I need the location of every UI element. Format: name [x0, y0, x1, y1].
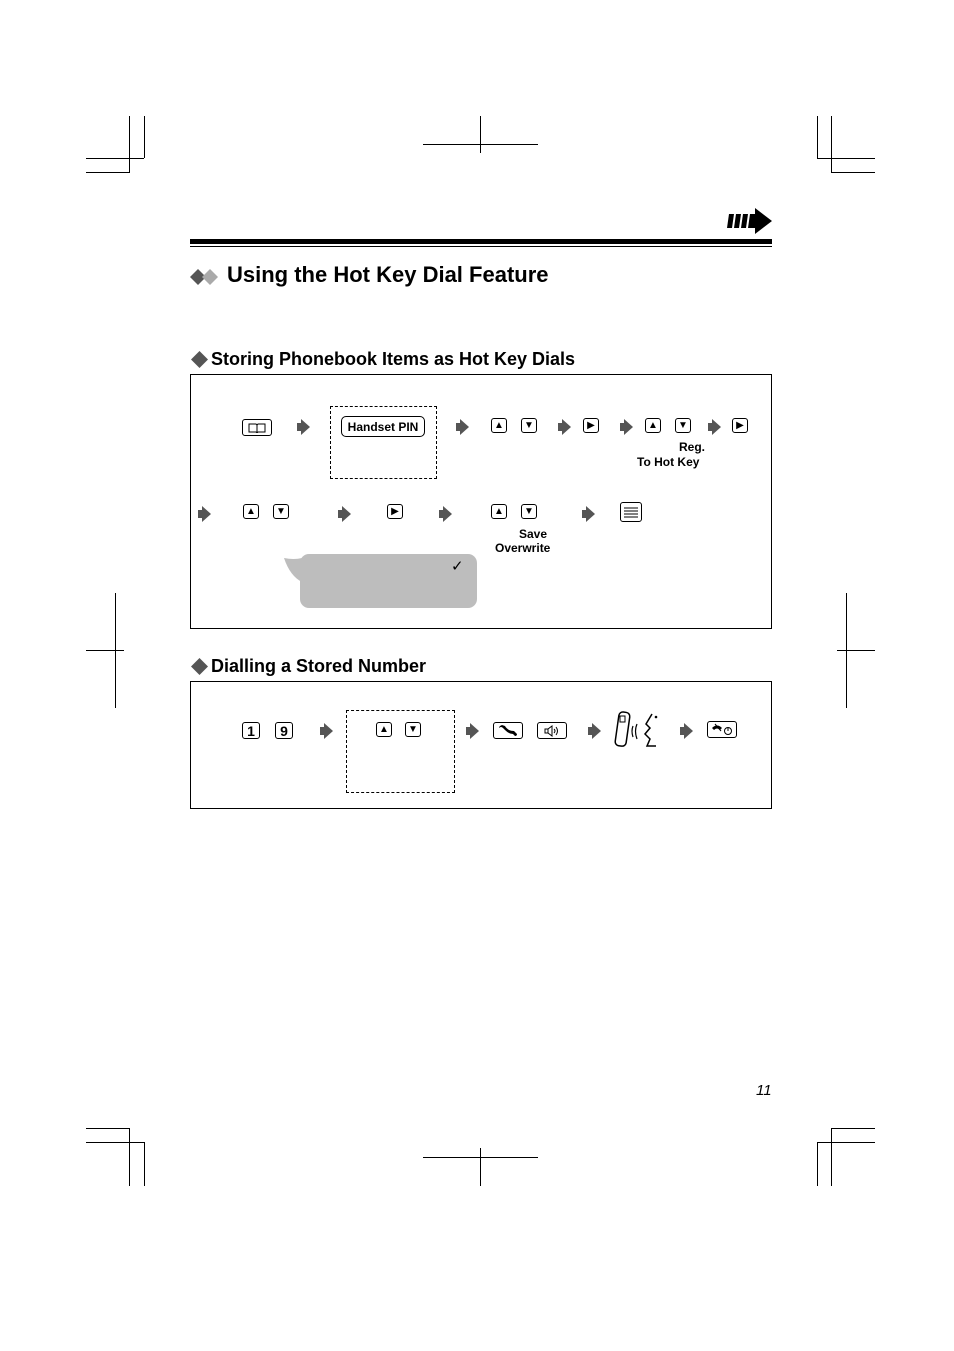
- crop-mark: [86, 650, 124, 651]
- phonebook-key[interactable]: [242, 419, 272, 436]
- crop-mark: [837, 650, 875, 651]
- crop-mark: [129, 116, 130, 172]
- talk-key-icon: [497, 725, 519, 737]
- up-arrow-icon[interactable]: ▲: [491, 504, 507, 519]
- header-rule: [190, 239, 772, 244]
- crop-mark: [86, 172, 130, 173]
- key-9[interactable]: 9: [275, 722, 293, 739]
- flow-arrow-icon: [586, 506, 595, 522]
- down-arrow-icon[interactable]: ▼: [405, 722, 421, 737]
- speaker-key-icon: [542, 725, 562, 737]
- up-arrow-icon[interactable]: ▲: [645, 418, 661, 433]
- crop-mark: [817, 158, 875, 159]
- down-arrow-icon[interactable]: ▼: [675, 418, 691, 433]
- label-to-hot-key: To Hot Key: [637, 455, 700, 469]
- header-rule-thin: [190, 246, 772, 247]
- flow-arrow-icon: [342, 506, 351, 522]
- diamond-bullet-icon: [191, 658, 208, 675]
- crop-mark: [86, 1128, 130, 1129]
- flow-arrow-icon: [460, 419, 469, 435]
- crop-mark: [423, 1157, 538, 1158]
- menu-key[interactable]: [620, 502, 642, 522]
- crop-mark: [831, 1128, 875, 1129]
- label-save: Save: [519, 527, 548, 541]
- key-1[interactable]: 1: [242, 722, 260, 739]
- next-page-arrow-icon: [727, 208, 773, 234]
- crop-mark: [817, 116, 818, 158]
- flow-arrow-icon: [562, 419, 571, 435]
- crop-mark: [831, 172, 875, 173]
- store-procedure-panel: [190, 374, 772, 629]
- speaker-key[interactable]: [537, 722, 567, 739]
- up-arrow-icon[interactable]: ▲: [491, 418, 507, 433]
- diamond-bullet-icon: [191, 351, 208, 368]
- handset-pin-key[interactable]: Handset PIN: [341, 416, 425, 437]
- up-arrow-icon[interactable]: ▲: [376, 722, 392, 737]
- crop-mark: [480, 1148, 481, 1186]
- flow-arrow-icon: [470, 723, 479, 739]
- crop-mark: [129, 1128, 130, 1186]
- crop-mark: [86, 158, 144, 159]
- flow-arrow-icon: [684, 723, 693, 739]
- scroll-select-area: [346, 710, 455, 793]
- page-number: 11: [756, 1082, 772, 1099]
- flow-arrow-icon: [443, 506, 452, 522]
- crop-mark: [817, 1142, 875, 1143]
- crop-mark: [831, 1128, 832, 1186]
- crop-mark: [831, 116, 832, 172]
- crop-mark: [144, 116, 145, 158]
- down-arrow-icon[interactable]: ▼: [273, 504, 289, 519]
- off-key-icon: [710, 723, 734, 736]
- right-arrow-icon[interactable]: ▶: [732, 418, 748, 433]
- handset-speak-icon: [612, 710, 660, 750]
- page-title: Using the Hot Key Dial Feature: [227, 262, 549, 287]
- down-arrow-icon[interactable]: ▼: [521, 504, 537, 519]
- crop-mark: [817, 1142, 818, 1186]
- talk-key[interactable]: [493, 722, 523, 739]
- up-arrow-icon[interactable]: ▲: [243, 504, 259, 519]
- flow-arrow-icon: [301, 419, 310, 435]
- flow-arrow-icon: [592, 723, 601, 739]
- title-diamonds-icon: [190, 268, 220, 286]
- flow-arrow-icon: [624, 419, 633, 435]
- menu-key-icon: [623, 506, 639, 518]
- label-overwrite: Overwrite: [495, 541, 551, 555]
- check-mark: ✓: [451, 558, 464, 575]
- crop-mark: [144, 1142, 145, 1186]
- crop-mark: [480, 116, 481, 153]
- down-arrow-icon[interactable]: ▼: [521, 418, 537, 433]
- right-arrow-icon[interactable]: ▶: [387, 504, 403, 519]
- flow-arrow-icon: [202, 506, 211, 522]
- flow-arrow-icon: [324, 723, 333, 739]
- label-reg: Reg.: [679, 440, 706, 454]
- section-heading-dial: Dialling a Stored Number: [211, 656, 427, 676]
- phonebook-key-icon: [248, 423, 266, 433]
- flow-arrow-icon: [712, 419, 721, 435]
- right-arrow-icon[interactable]: ▶: [583, 418, 599, 433]
- section-heading-store: Storing Phonebook Items as Hot Key Dials: [211, 349, 576, 369]
- crop-mark: [86, 1142, 144, 1143]
- crop-mark: [423, 144, 538, 145]
- off-key[interactable]: [707, 721, 737, 738]
- dial-procedure-panel: [190, 681, 772, 809]
